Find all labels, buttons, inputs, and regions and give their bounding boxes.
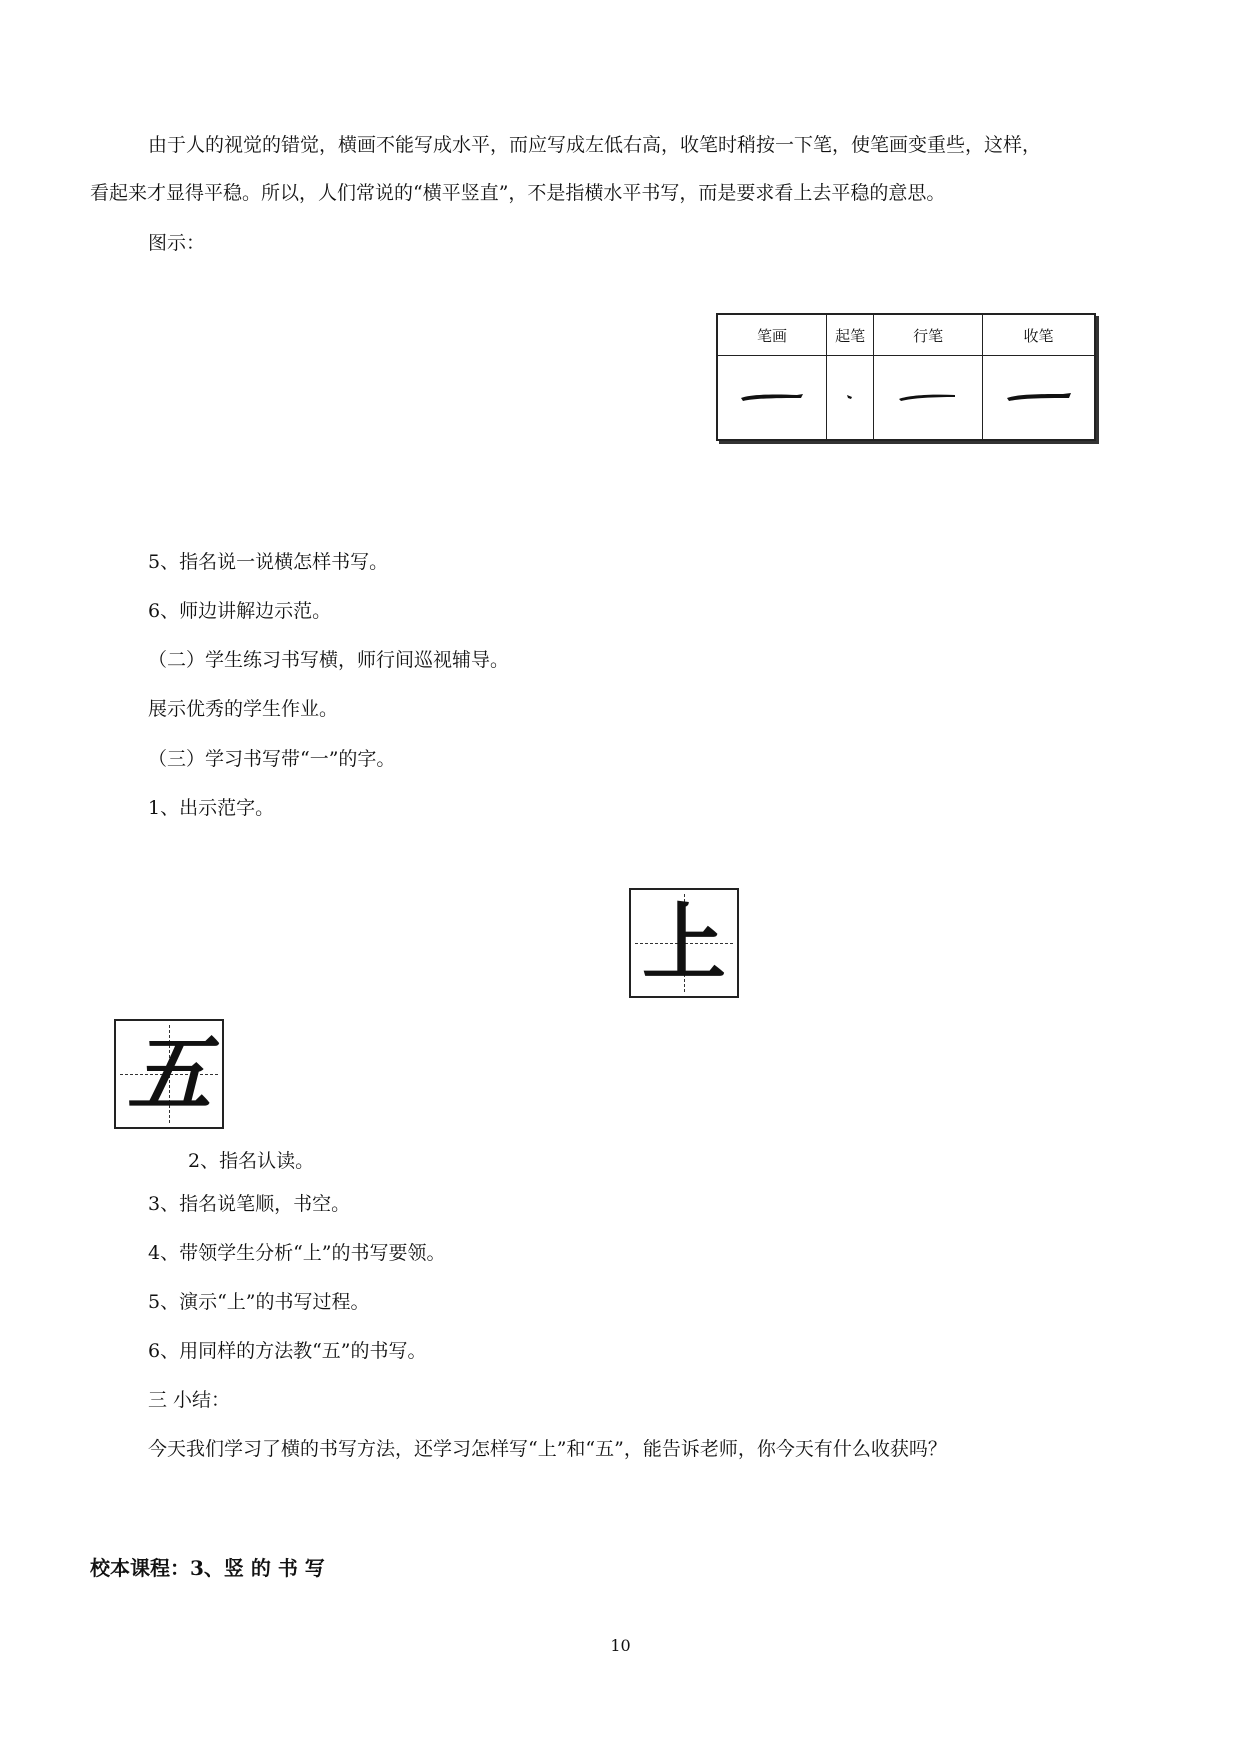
step-b-3: 4、带领学生分析“上”的书写要领。 (148, 1242, 446, 1264)
step-a-3: （二）学生练习书写横，师行间巡视辅导。 (148, 649, 510, 671)
stroke-table-header-row (717, 314, 1095, 356)
page-number: 10 (610, 1636, 631, 1655)
header-stroke: 笔画 (717, 314, 826, 356)
header-start: 起笔 (826, 314, 873, 356)
stroke-start-dot-icon (840, 386, 860, 406)
stroke-end-icon (1003, 386, 1075, 406)
step-b-1: 2、指名认读。 (188, 1150, 315, 1172)
step-b-4: 5、演示“上”的书写过程。 (148, 1291, 370, 1313)
stroke-table (716, 313, 1096, 441)
stroke-move-icon (893, 386, 963, 406)
end-stroke-figure (983, 356, 1096, 441)
section-heading: 校本课程：3、竖 的 书 写 (90, 1556, 325, 1580)
step-a-5: （三）学习书写带“一”的字。 (148, 748, 396, 770)
step-a-2: 6、师边讲解边示范。 (148, 600, 332, 622)
start-stroke-figure (826, 356, 873, 441)
paragraph-line-1: 由于人的视觉的错觉，横画不能写成水平，而应写成左低右高，收笔时稍按一下笔，使笔画变重些，这样， (148, 134, 1042, 156)
full-stroke-figure (717, 356, 826, 441)
char-wu: 五 (126, 1024, 211, 1123)
sample-char-shang (629, 888, 739, 998)
step-a-4: 展示优秀的学生作业。 (148, 698, 339, 720)
paragraph-line-2: 看起来才显得平稳。所以，人们常说的“横平竖直”，不是指横水平书写，而是要求看上去平稳的意思。 (90, 182, 946, 204)
step-b-5: 6、用同样的方法教“五”的书写。 (148, 1340, 427, 1362)
header-move: 行笔 (874, 314, 983, 356)
char-shang: 上 (641, 893, 726, 992)
move-stroke-figure (874, 356, 983, 441)
horizontal-stroke-icon (737, 386, 807, 406)
summary-text: 今天我们学习了横的书写方法，还学习怎样写“上”和“五”，能告诉老师，你今天有什么收获吗？ (148, 1438, 947, 1460)
step-b-2: 3、指名说笔顺，书空。 (148, 1193, 351, 1215)
header-end: 收笔 (983, 314, 1096, 356)
step-a-1: 5、指名说一说横怎样书写。 (148, 551, 389, 573)
summary-heading: 三 小结： (148, 1389, 231, 1411)
sample-char-wu (114, 1019, 224, 1129)
stroke-table-figure-row (717, 356, 1095, 441)
figure-label: 图示： (148, 232, 206, 254)
step-a-6: 1、出示范字。 (148, 797, 275, 819)
